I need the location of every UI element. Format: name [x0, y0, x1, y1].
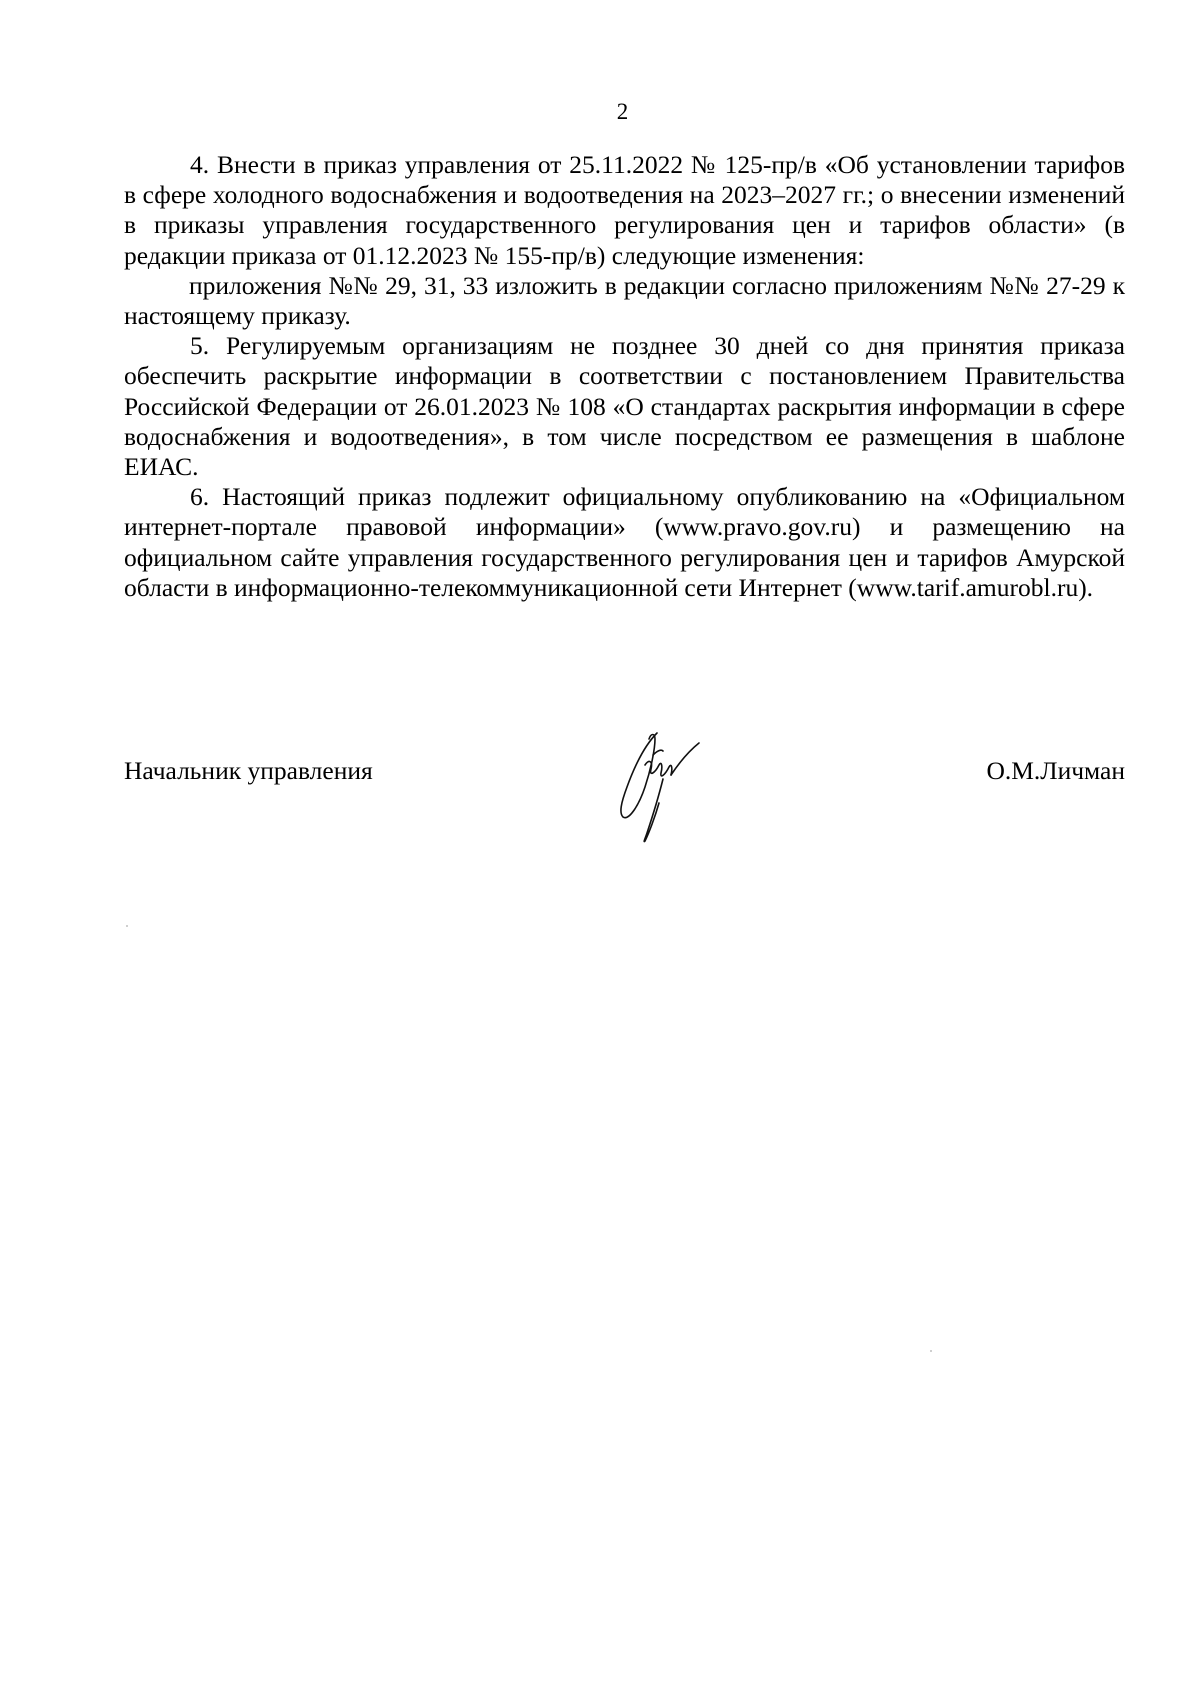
document-body — [124, 150, 1125, 603]
signatory-name: О.М.Личман — [986, 756, 1125, 785]
paragraph-item-6: 6. Настоящий приказ подлежит официальному опубликованию на «Официальном интернет-портале правовой информации» (www.pravo.gov.ru) и размещению на официальном сайте управления государственного регулирования цен и тарифов Амурской области в информационно-телекоммуникационной сети Интернет (www.tarif.amurobl.ru). — [124, 482, 1125, 602]
page-number: 2 — [616, 99, 629, 124]
signatory-position: Начальник управления — [124, 756, 373, 785]
handwritten-signature — [605, 725, 735, 850]
scan-speck — [930, 1350, 932, 1352]
paragraph-item-4: 4. Внести в приказ управления от 25.11.2022 № 125-пр/в «Об установлении тарифов в сфере холодного водоснабжения и водоотведения на 2023–2027 гг.; о внесении изменений в приказы управления государственного регулирования цен и тарифов области» (в редакции приказа от 01.12.2023 № 155-пр/в) следующие изменения: — [124, 150, 1125, 270]
scan-speck — [126, 925, 128, 927]
paragraph-item-5: 5. Регулируемым организациям не позднее 30 дней со дня принятия приказа обеспечить раскрытие информации в соответствии с постановлением Правительства Российской Федерации от 26.01.2023 № 108 «О стандартах раскрытия информации в сфере водоснабжения и водоотведения», в том числе посредством ее размещения в шаблоне ЕИАС. — [124, 331, 1125, 482]
paragraph-item-4-subitem: приложения №№ 29, 31, 33 изложить в редакции согласно приложениям №№ 27-29 к настоящему приказу. — [124, 270, 1125, 331]
